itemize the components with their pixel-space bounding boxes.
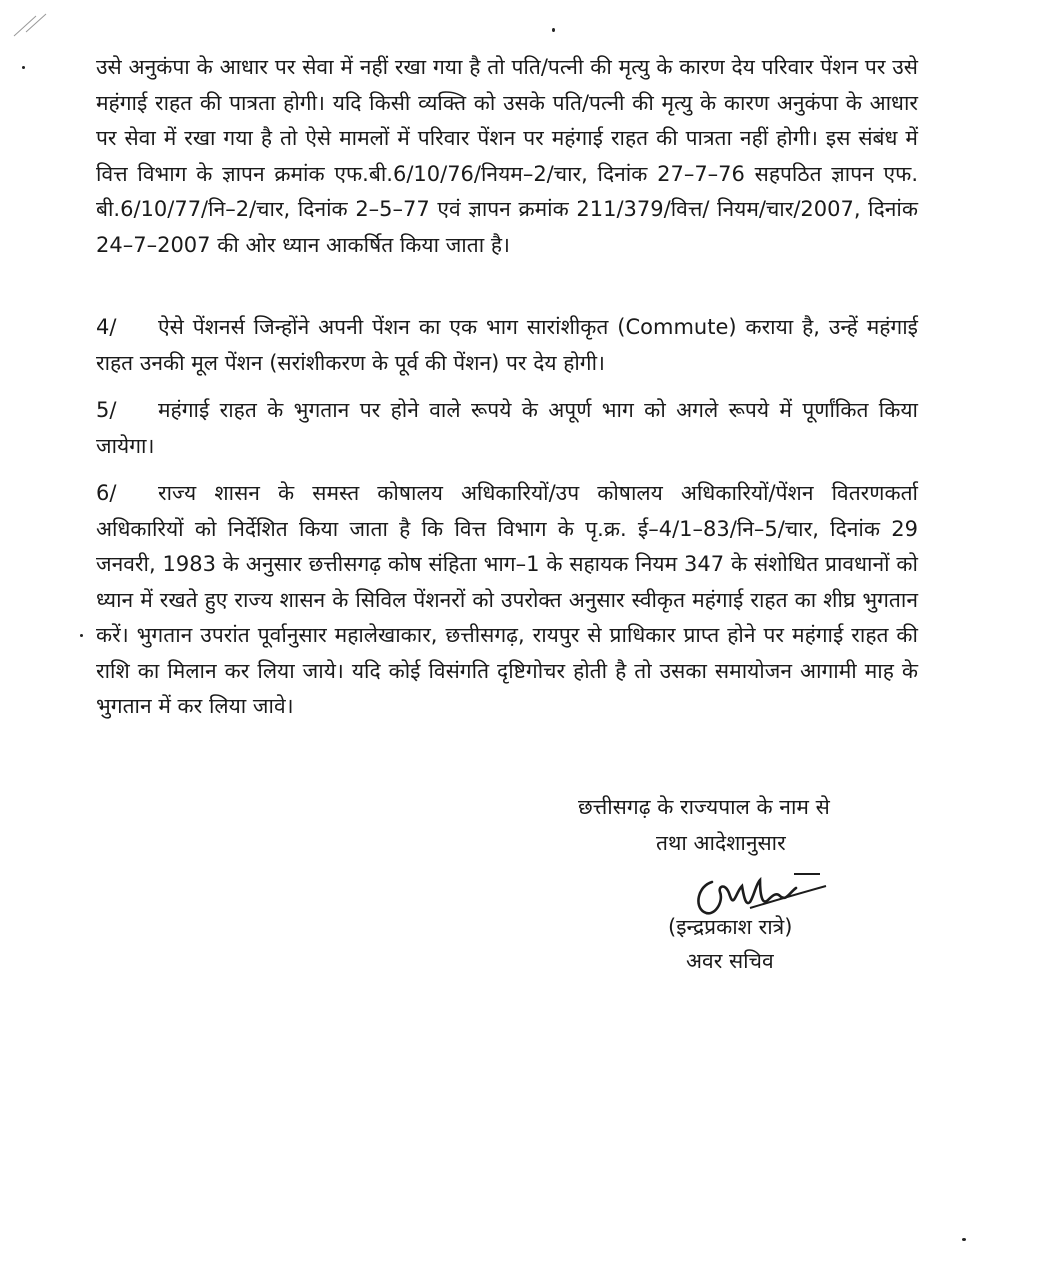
paragraph-number: 6/ <box>96 481 117 505</box>
paragraph-number: 4/ <box>96 315 117 339</box>
paragraph-3-continuation: उसे अनुकंपा के आधार पर सेवा में नहीं रखा गया है तो पति/पत्नी की मृत्यु के कारण देय परिवार पेंशन पर उसे महंगाई राहत की पात्रता होगी। यदि किसी व्यक्ति को उसके पति/पत्नी की मृत्यु के कारण अनुकंपा के आधार पर सेवा में रखा गया है तो ऐसे मामलों में परिवार पेंशन पर महंगाई राहत की पात्रता नहीं होगी। इस संबंध में वित्त विभाग के ज्ञापन क्रमांक एफ.बी.6/10/76/नियम–2/चार, दिनांक 27–7–76 सहपठित ज्ञापन एफ. बी.6/10/77/नि–2/चार, दिनांक 2–5–77 एवं ज्ञापन क्रमांक 211/379/वित्त/ नियम/चार/2007, दिनांक 24–7–2007 की ओर ध्यान आकर्षित किया जाता है। <box>96 55 918 257</box>
paragraph-4 <box>96 310 918 381</box>
signature-order-line: तथा आदेशानुसार <box>656 831 786 855</box>
paragraph-text: महंगाई राहत के भुगतान पर होने वाले रूपये के अपूर्ण भाग को अगले रूपये में पूर्णांकित किया जायेगा। <box>96 398 918 458</box>
scan-speck <box>22 66 25 69</box>
paragraph-text: राज्य शासन के समस्त कोषालय अधिकारियों/उप कोषालय अधिकारियों/पेंशन वितरणकर्ता अधिकारियों को निर्देशित किया जाता है कि वित्त विभाग के पृ.क्र. ई–4/1–83/नि–5/चार, दिनांक 29 जनवरी, 1983 के अनुसार छत्तीसगढ़ कोष संहिता भाग–1 के सहायक नियम 347 के संशोधित प्रावधानों को ध्यान में रखते हुए राज्य शासन के सिविल पेंशनरों को उपरोक्त अनुसार स्वीकृत महंगाई राहत का शीघ्र भुगतान करें। भुगतान उपरांत पूर्वानुसार महालेखाकार, छत्तीसगढ़, रायपुर से प्राधिकार प्राप्त होने पर महंगाई राहत की राशि का मिलान कर लिया जाये। यदि कोई विसंगति दृष्टिगोचर होती है तो उसका समायोजन आगामी माह के भुगतान में कर लिया जावे। <box>96 481 918 718</box>
scan-mark <box>6 6 56 46</box>
signature-authority-line: छत्तीसगढ़ के राज्यपाल के नाम से <box>578 795 830 819</box>
scan-speck <box>552 28 555 32</box>
scan-speck <box>962 1238 966 1241</box>
signatory-name: (इन्द्रप्रकाश रात्रे) <box>668 915 793 939</box>
paragraph-number: 5/ <box>96 398 117 422</box>
paragraph-text: ऐसे पेंशनर्स जिन्होंने अपनी पेंशन का एक भाग सारांशीकृत (Commute) कराया है, उन्हें महंगाई राहत उनकी मूल पेंशन (सरांशीकरण के पूर्व की पेंशन) पर देय होगी। <box>96 315 918 375</box>
signatory-designation: अवर सचिव <box>686 949 774 973</box>
paragraph-5 <box>96 393 918 464</box>
scan-speck <box>80 634 83 637</box>
paragraph-6 <box>96 476 918 725</box>
